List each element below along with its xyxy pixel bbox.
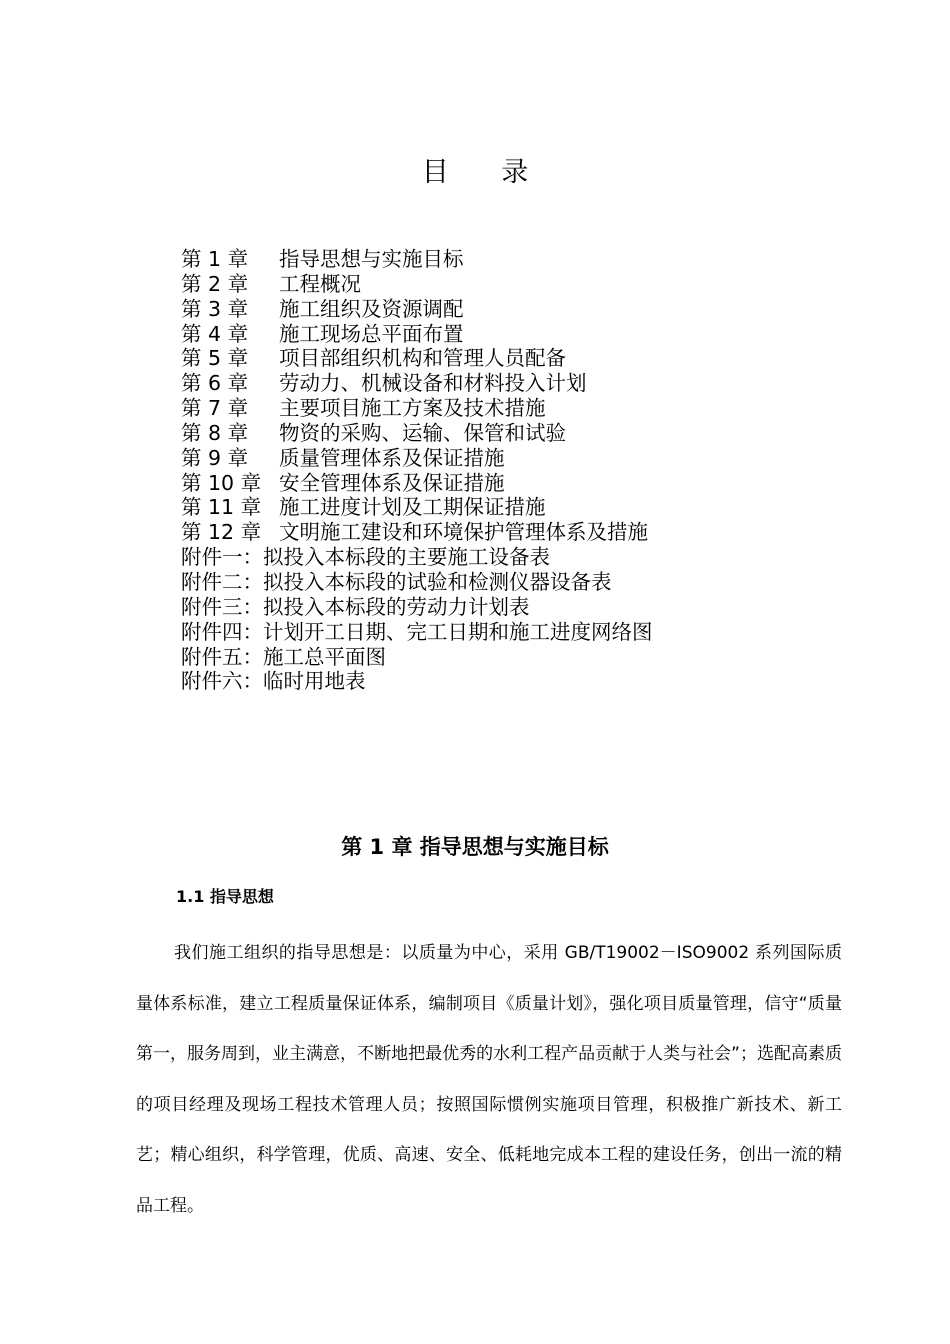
toc-appendix-label: 附件二：拟投入本标段的试验和检测仪器设备表 bbox=[181, 569, 612, 594]
toc-title: 目 录 bbox=[421, 157, 551, 188]
toc-appendix-6 bbox=[181, 669, 653, 694]
toc-chapter-title: 工程概况 bbox=[279, 271, 361, 296]
toc-chapter-number: 第 2 章 bbox=[181, 271, 249, 296]
toc-list bbox=[181, 247, 653, 694]
toc-chapter-2 bbox=[181, 272, 653, 297]
toc-chapter-number: 第 12 章 bbox=[181, 520, 262, 545]
section-heading: 1.1 指导思想 bbox=[176, 887, 274, 906]
toc-appendix-label: 附件四：计划开工日期、完工日期和施工进度网络图 bbox=[181, 619, 653, 644]
toc-chapter-title: 指导思想与实施目标 bbox=[279, 247, 464, 271]
toc-chapter-number: 第 8 章 bbox=[181, 420, 249, 445]
toc-appendix-1 bbox=[181, 545, 653, 570]
toc-chapter-title: 质量管理体系及保证措施 bbox=[279, 445, 505, 470]
toc-chapter-number: 第 7 章 bbox=[181, 396, 249, 421]
toc-chapter-title: 物资的采购、运输、保管和试验 bbox=[279, 420, 566, 445]
toc-chapter-title: 施工现场总平面布置 bbox=[279, 321, 464, 346]
toc-chapter-title: 劳动力、机械设备和材料投入计划 bbox=[279, 371, 587, 396]
toc-chapter-12 bbox=[181, 520, 653, 545]
toc-chapter-6 bbox=[181, 371, 653, 396]
toc-appendix-label: 附件三：拟投入本标段的劳动力计划表 bbox=[181, 594, 530, 619]
toc-chapter-number: 第 4 章 bbox=[181, 321, 249, 346]
toc-appendix-label: 附件一：拟投入本标段的主要施工设备表 bbox=[181, 545, 550, 570]
toc-chapter-3 bbox=[181, 297, 653, 322]
body-paragraph: 我们施工组织的指导思想是：以质量为中心，采用 GB/T19002－ISO9002 系列国际质量体系标准，建立工程质量保证体系，编制项目《质量计划》，强化项目质量管理，信守“质量第一，服务周到，业主满意，不断地把最优秀的水利工程产品贡献于人类与社会”；选配高素质的项目经理及现场工程技术管理人员；按照国际惯例实施项目管理，积极推广新技术、新工艺；精心组织，科学管理，优质、高速、安全、低耗地完成本工程的建设任务，创出一流的精品工程。 bbox=[136, 943, 842, 1216]
toc-appendix-4 bbox=[181, 620, 653, 645]
toc-chapter-title: 施工进度计划及工期保证措施 bbox=[279, 495, 546, 520]
toc-chapter-8 bbox=[181, 421, 653, 446]
toc-appendix-label: 附件五：施工总平面图 bbox=[181, 644, 386, 669]
toc-chapter-5 bbox=[181, 346, 653, 371]
chapter-heading: 第 1 章 指导思想与实施目标 bbox=[341, 835, 609, 859]
toc-appendix-label: 附件六：临时用地表 bbox=[181, 669, 366, 694]
toc-chapter-number: 第 1 章 bbox=[181, 247, 249, 271]
toc-chapter-title: 安全管理体系及保证措施 bbox=[279, 470, 505, 495]
toc-chapter-7 bbox=[181, 396, 653, 421]
toc-chapter-1 bbox=[181, 247, 653, 272]
toc-chapter-number: 第 5 章 bbox=[181, 346, 249, 371]
toc-chapter-title: 文明施工建设和环境保护管理体系及措施 bbox=[279, 520, 648, 545]
toc-chapter-title: 施工组织及资源调配 bbox=[279, 296, 464, 321]
toc-appendix-3 bbox=[181, 595, 653, 620]
toc-chapter-title: 项目部组织机构和管理人员配备 bbox=[279, 346, 566, 371]
toc-chapter-number: 第 3 章 bbox=[181, 296, 249, 321]
toc-chapter-10 bbox=[181, 471, 653, 496]
toc-appendix-2 bbox=[181, 570, 653, 595]
toc-chapter-9 bbox=[181, 446, 653, 471]
toc-chapter-number: 第 11 章 bbox=[181, 495, 262, 520]
toc-appendix-5 bbox=[181, 645, 653, 670]
toc-chapter-11 bbox=[181, 495, 653, 520]
toc-chapter-number: 第 10 章 bbox=[181, 470, 262, 495]
toc-chapter-title: 主要项目施工方案及技术措施 bbox=[279, 396, 546, 421]
toc-chapter-4 bbox=[181, 322, 653, 347]
toc-chapter-number: 第 9 章 bbox=[181, 445, 249, 470]
toc-chapter-number: 第 6 章 bbox=[181, 371, 249, 396]
